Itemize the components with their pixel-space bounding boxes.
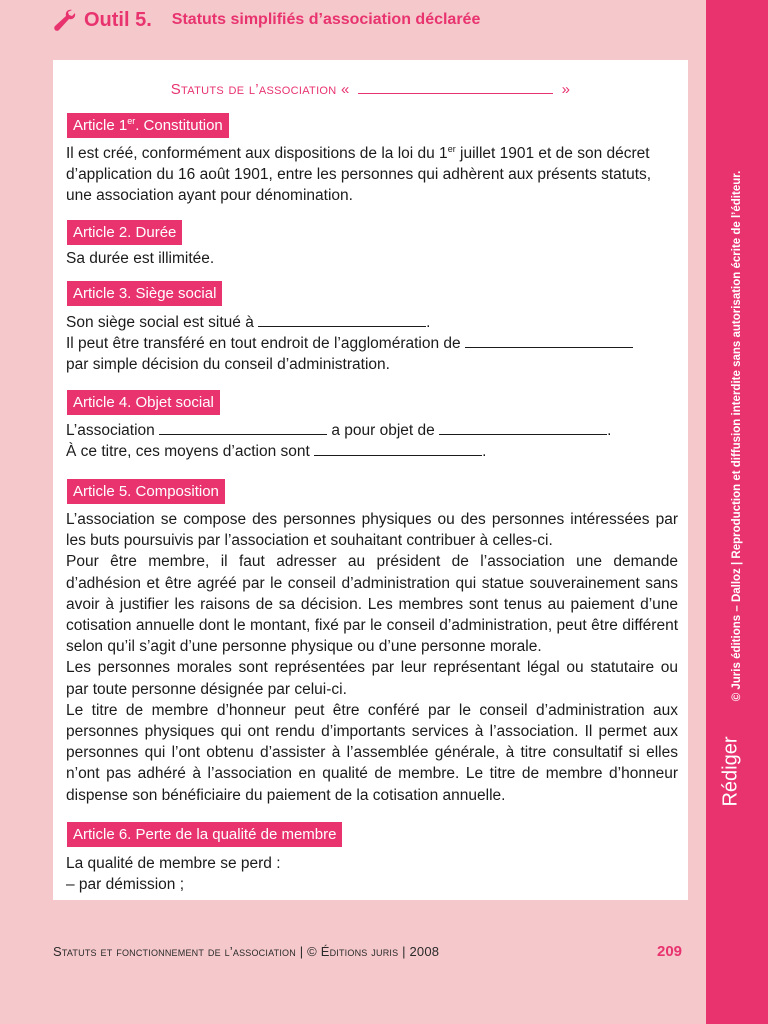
article-3-text	[66, 312, 678, 376]
article-5-paragraph-3: Les personnes morales sont représentées par leur représentant légal ou statutaire ou par toute personne désignée par celui-ci.	[66, 659, 678, 698]
article-5-text	[66, 509, 678, 806]
article-6-label: Article 6. Perte de la qualité de membre	[67, 822, 342, 847]
document-title-prefix: Statuts de l’association «	[170, 81, 350, 98]
article-2-label: Article 2. Durée	[67, 220, 182, 245]
association-name-blank[interactable]	[358, 79, 553, 94]
article-3-line-1: Son siège social est situé à .	[66, 314, 431, 331]
article-2-line-1: Sa durée est illimitée.	[66, 250, 215, 267]
article-2-text	[66, 248, 678, 269]
association-blank[interactable]	[159, 420, 327, 435]
moyens-blank[interactable]	[314, 441, 482, 456]
objet-blank[interactable]	[439, 420, 607, 435]
article-5-label: Article 5. Composition	[67, 479, 225, 504]
article-4-text	[66, 420, 678, 462]
section-label: Rédiger	[719, 736, 742, 807]
article-1-text	[66, 143, 678, 207]
article-1-line-1: Il est créé, conformément aux dispositions de la loi du 1er juillet 1901 et de son décret	[66, 143, 650, 162]
article-6-line-2: – par démission ;	[66, 876, 185, 894]
page-footer: Statuts et fonctionnement de l’association | © Éditions juris | 2008	[53, 944, 440, 959]
header-title: Statuts simplifiés d’association déclarée	[171, 11, 481, 28]
article-5-paragraph-1: L’association se compose des personnes physiques ou des personnes intéressées par les buts poursuivis par l’association et souhaitant contribuer à celles-ci.	[66, 511, 678, 550]
article-5-paragraph-4: Le titre de membre d’honneur peut être conféré par le conseil d’administration aux personnes physiques qui ont rendu d’importants services à l’association. Il permet aux personnes qui l’ont obtenu d’assister à l’assemblée générale, à titre consultatif si elles n’ont pas adhéré à l’association en qualité de membre. Le titre de membre d’honneur dispense son bénéficiaire du paiement de la cotisation annuelle.	[66, 701, 678, 804]
side-band	[706, 0, 768, 1024]
outil-number: Outil 5.	[84, 8, 152, 31]
article-5-paragraph-2: Pour être membre, il faut adresser au président de l’association une demande d’adhésion et être agréé par le conseil d’administration qui statue souverainement sans avoir à justifier les raisons de sa décision. Les membres sont tenus au paiement d’une cotisation annuelle dont le montant, fixé par le conseil d’administration, peut être différent selon qu’il s’agit d’une personne physique ou d’une personne morale.	[66, 553, 678, 656]
article-3-line-2: Il peut être transféré en tout endroit de l’agglomération de	[66, 333, 678, 354]
article-4-label: Article 4. Objet social	[67, 390, 220, 415]
article-3-label: Article 3. Siège social	[67, 281, 222, 306]
statuts-document	[53, 60, 688, 900]
article-4-line-1: L’association a pour objet de .	[66, 422, 612, 439]
article-3-line-3: par simple décision du conseil d’administration.	[66, 356, 390, 374]
agglomeration-blank[interactable]	[465, 333, 633, 348]
wrench-icon	[52, 8, 78, 32]
siege-blank[interactable]	[258, 312, 426, 327]
page-number: 209	[657, 943, 683, 960]
document-title	[53, 79, 688, 98]
article-1-line-2: d’application du 16 août 1901, entre les personnes qui adhèrent aux présents statuts,	[66, 166, 652, 184]
article-6-text	[66, 853, 678, 895]
copyright-notice: © Juris éditions – Dalloz | Reproduction et diffusion interdite sans autorisation écrite de l’éditeur.	[731, 170, 743, 702]
article-1-line-3: une association ayant pour dénomination.	[66, 187, 353, 205]
article-1-label: Article 1er. Constitution	[67, 113, 229, 138]
article-6-line-1: La qualité de membre se perd :	[66, 855, 281, 872]
article-4-line-2: À ce titre, ces moyens d’action sont .	[66, 443, 487, 461]
document-title-suffix: »	[561, 81, 571, 98]
page-header	[52, 4, 480, 36]
